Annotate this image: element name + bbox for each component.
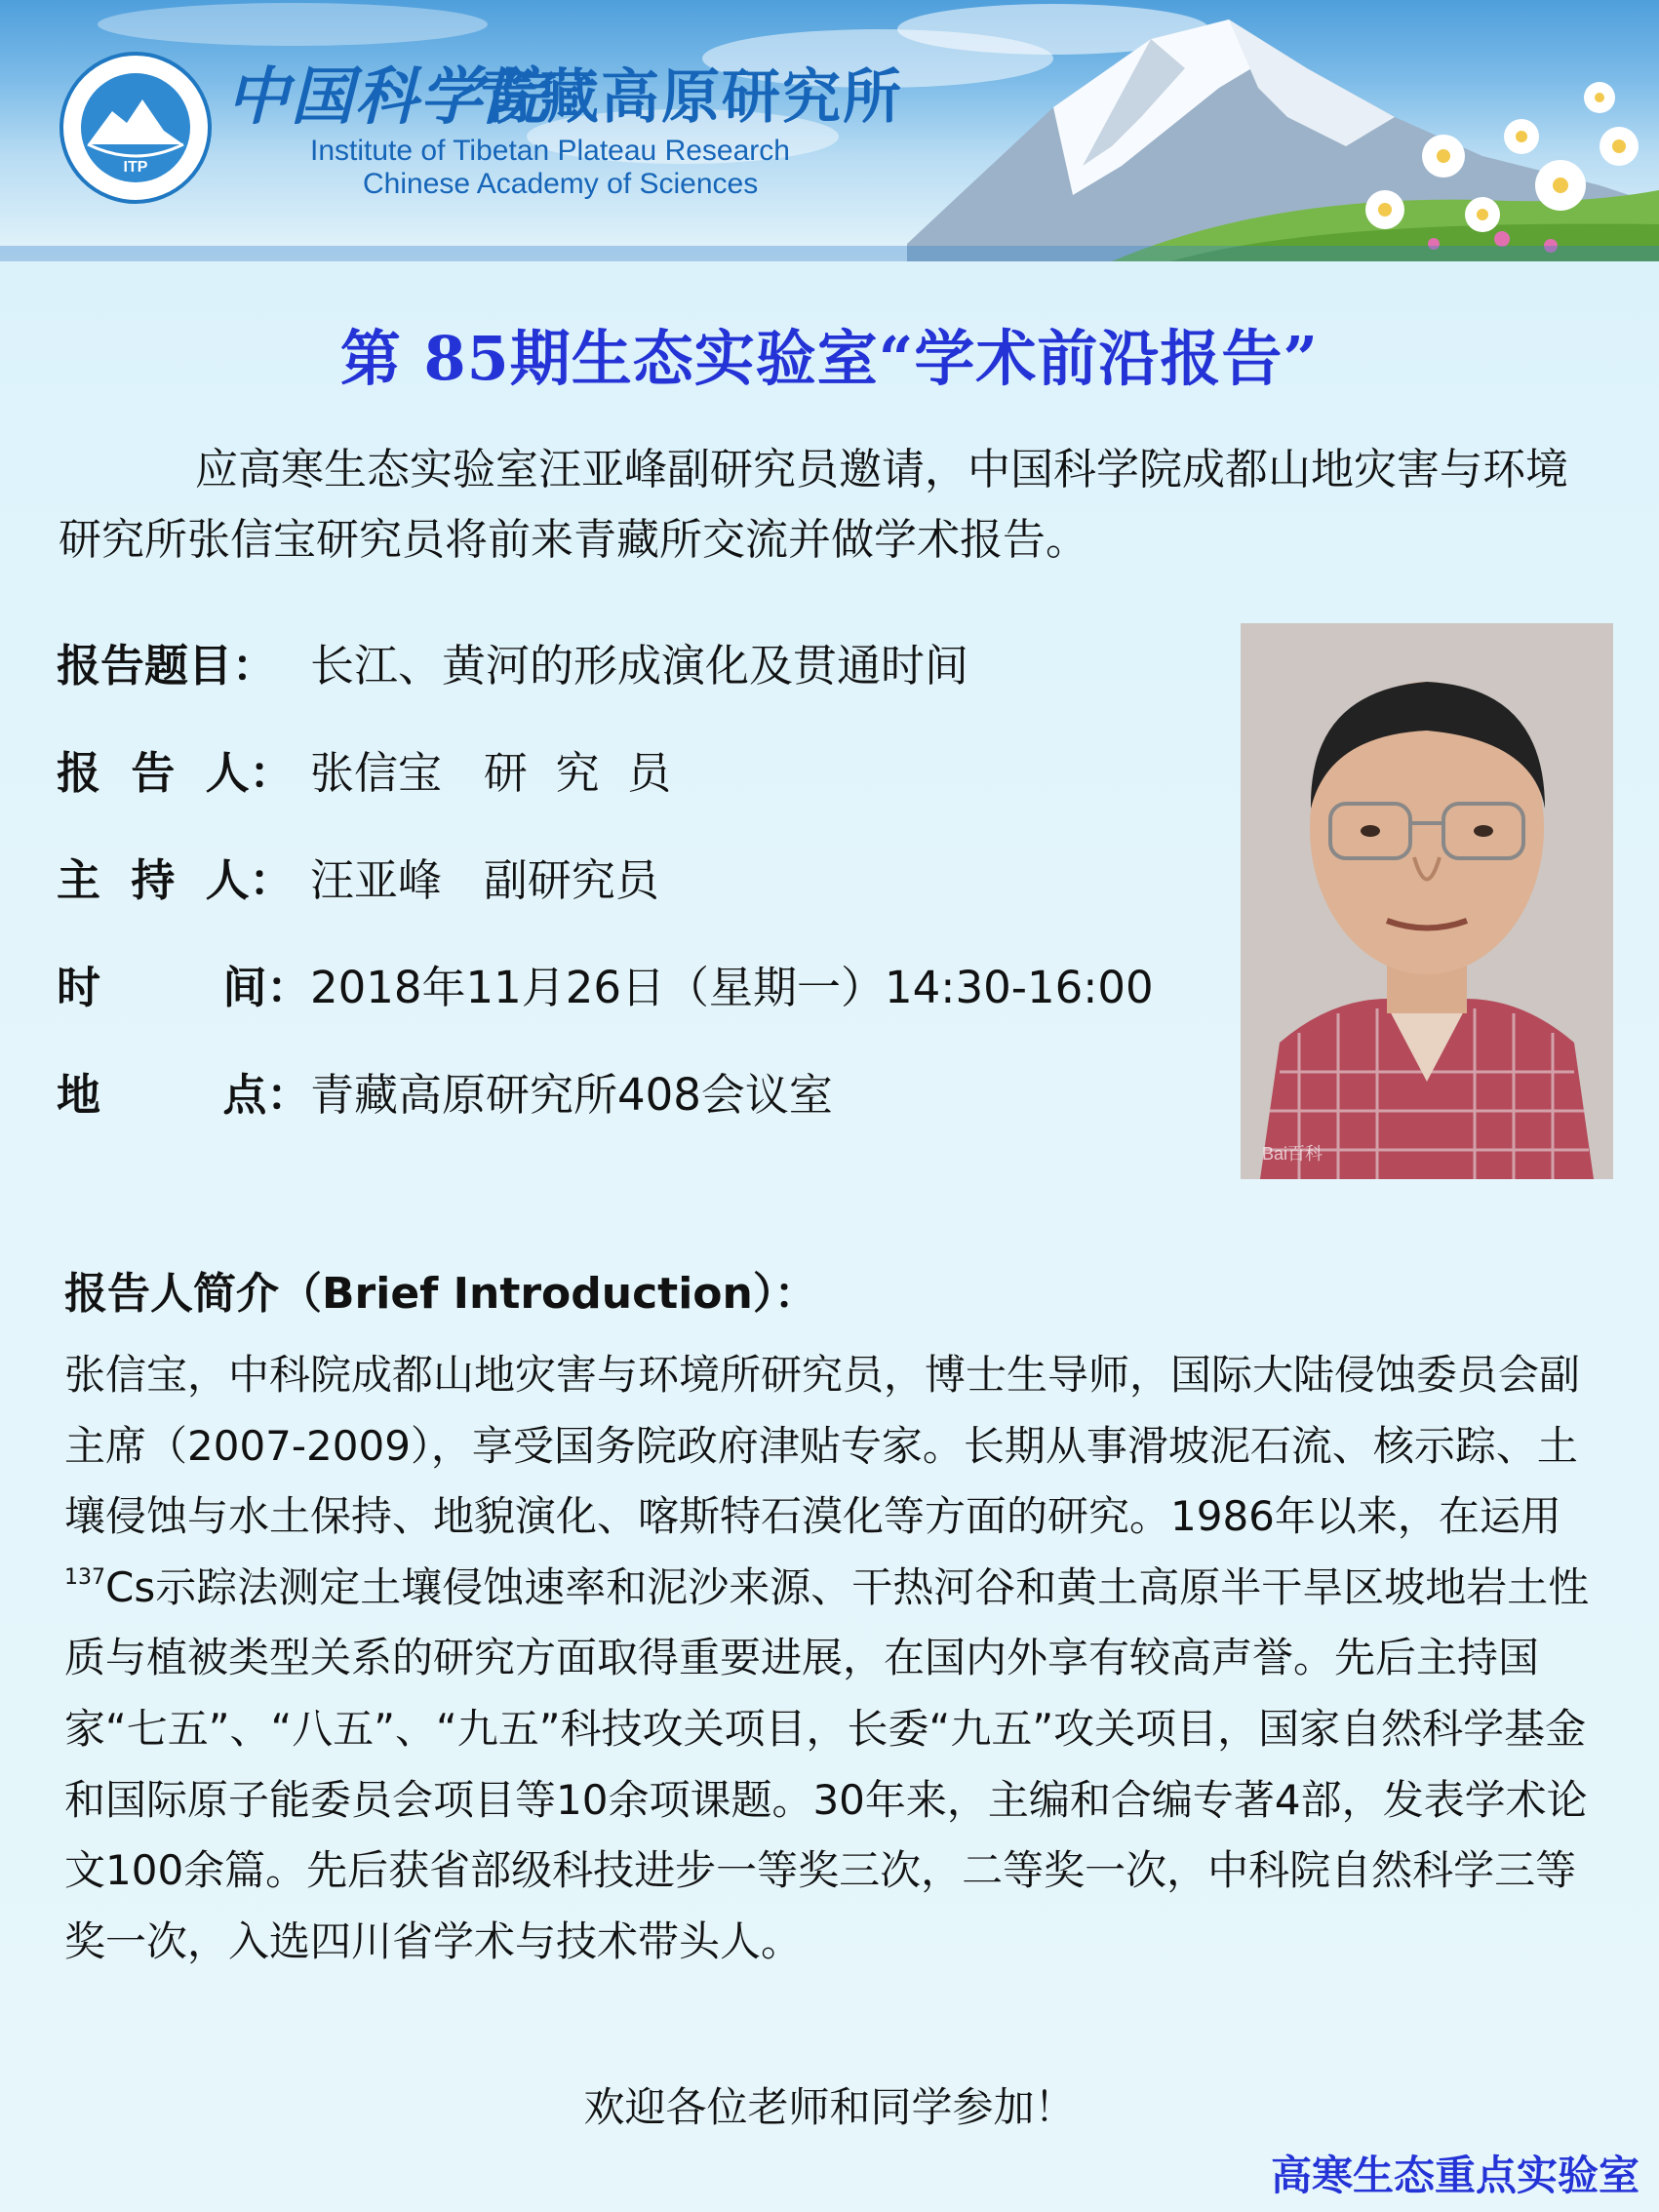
info-row-time xyxy=(57,952,1154,1015)
bio-text-part2: Cs示踪法测定土壤侵蚀速率和泥沙来源、干热河谷和黄土高原半干旱区坡地岩土性质与植被类型关系的研究方面取得重要进展，在国内外享有较高声誉。先后主持国家“七五”、“八五”、“九五”科技攻关项目，长委“九五”攻关项目，国家自然科学基金和国际原子能委员会项目等10余项课题。30年来，主编和合编专著4部，发表学术论文100余篇。先后获省部级科技进步一等奖三次，二等奖一次，中科院自然科学三等奖一次，入选四川省学术与技术带头人。 xyxy=(64,1562,1590,1965)
time-label: 时 间： xyxy=(57,962,311,1013)
info-row-location xyxy=(57,1059,833,1123)
info-row-host xyxy=(57,845,659,908)
host-label: 主 持 人： xyxy=(57,854,294,906)
speaker-label: 报 告 人： xyxy=(57,747,294,799)
bio-text-part1: 张信宝，中科院成都山地灾害与环境所研究员，博士生导师，国际大陆侵蚀委员会副主席（2007-2009），享受国务院政府津贴专家。长期从事滑坡泥石流、核示踪、土壤侵蚀与水土保持、地貌演化、喀斯特石漠化等方面的研究。1986年以来，在运用 xyxy=(64,1351,1581,1541)
svg-text:ITP: ITP xyxy=(123,159,148,176)
cas-english-name: Chinese Academy of Sciences xyxy=(363,168,759,200)
institute-english-name: Institute of Tibetan Plateau Research xyxy=(310,135,790,167)
bio-isotope-superscript: 137 xyxy=(64,1564,105,1590)
welcome-message: 欢迎各位老师和同学参加！ xyxy=(583,2083,1076,2131)
speaker-portrait-image xyxy=(1241,623,1613,1179)
time-value: 2018年11月26日（星期一）14:30-16:00 xyxy=(310,962,1154,1013)
itp-logo-icon xyxy=(59,51,213,205)
bio-heading: 报告人简介（Brief Introduction）： xyxy=(64,1269,817,1319)
bio-paragraph xyxy=(64,1340,1596,1977)
location-label: 地 点： xyxy=(57,1069,311,1121)
institute-chinese-name: 青藏高原研究所 xyxy=(480,63,903,132)
topic-label: 报告题目： xyxy=(57,640,277,691)
cas-chinese-name: 中国科学院 xyxy=(226,60,548,134)
photo-watermark: Bai百科 xyxy=(1262,1144,1323,1164)
speaker-value: 张信宝 研 究 员 xyxy=(310,747,672,799)
info-row-speaker xyxy=(57,737,671,801)
location-value: 青藏高原研究所408会议室 xyxy=(310,1069,833,1121)
speaker-photo xyxy=(1241,623,1613,1179)
header-banner xyxy=(0,0,1659,261)
organizer-footer: 高寒生态重点实验室 xyxy=(1270,2152,1639,2199)
page-title: 第 85期生态实验室“学术前沿报告” xyxy=(339,323,1320,394)
topic-value: 长江、黄河的形成演化及贯通时间 xyxy=(310,640,969,691)
info-row-topic xyxy=(57,630,968,693)
intro-paragraph: 应高寒生态实验室汪亚峰副研究员邀请，中国科学院成都山地灾害与环境研究所张信宝研究员将前来青藏所交流并做学术报告。 xyxy=(59,445,1568,565)
host-value: 汪亚峰 副研究员 xyxy=(310,854,659,906)
